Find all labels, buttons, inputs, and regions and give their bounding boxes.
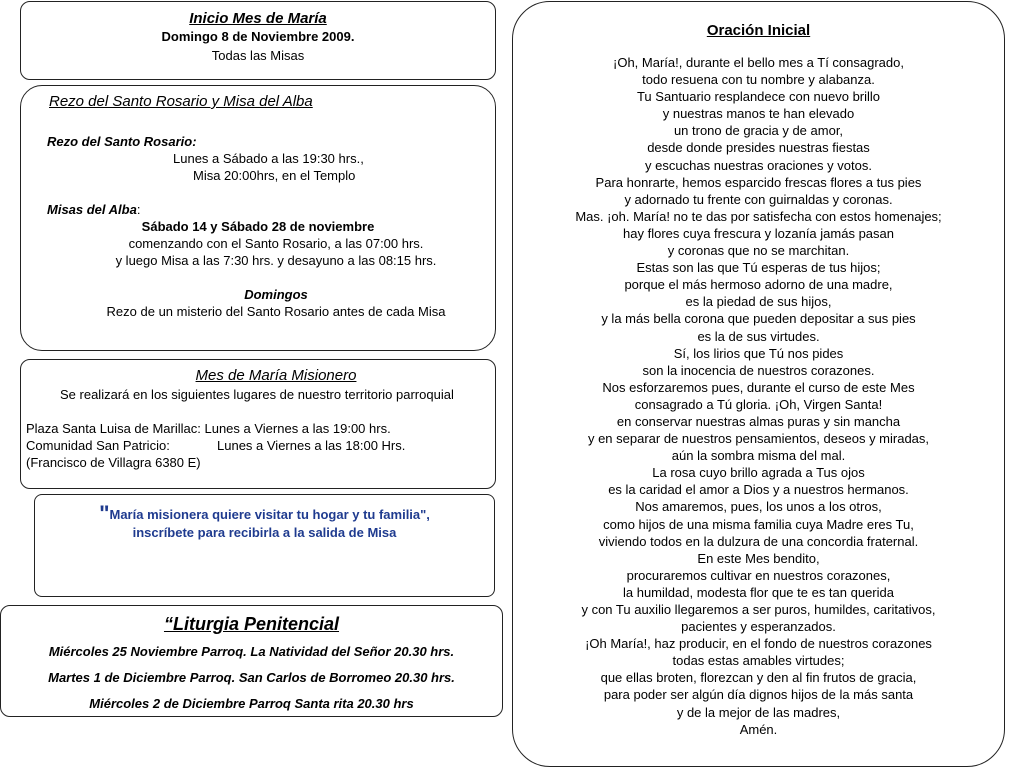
oracion-line: son la inocencia de nuestros corazones. bbox=[642, 362, 875, 378]
oracion-line: desde donde presides nuestras fiestas bbox=[647, 140, 870, 156]
oracion-line: y nuestras manos te han elevado bbox=[662, 106, 855, 122]
oracion-line: y en separar de nuestros pensamientos, deseos y miradas, bbox=[587, 431, 930, 447]
liturgia-row: Martes 1 de Diciembre Parroq. San Carlos de Borromeo 20.30 hrs. bbox=[48, 670, 455, 685]
alba-label-line bbox=[47, 201, 140, 218]
oracion-line: Nos amaremos, pues, los unos a los otros, bbox=[635, 499, 882, 515]
oracion-line: en conservar nuestras almas puras y sin mancha bbox=[616, 413, 901, 429]
rosario-line2: Misa 20:00hrs, en el Templo bbox=[193, 168, 356, 183]
oracion-line: Mas. ¡oh. María! no te das por satisfecha con estos homenajes; bbox=[575, 208, 942, 224]
misionero-place1: Plaza Santa Luisa de Marillac: Lunes a Viernes a las 19:00 hrs. bbox=[26, 421, 391, 436]
oracion-line: todas estas amables virtudes; bbox=[672, 653, 845, 669]
liturgia-title: “Liturgia Penitencial bbox=[163, 614, 340, 634]
oracion-line: procuraremos cultivar en nuestros corazones, bbox=[626, 567, 891, 583]
oracion-line: porque el más hermoso adorno de una madre, bbox=[624, 277, 893, 293]
liturgia-row: Miércoles 2 de Diciembre Parroq Santa rita 20.30 hrs bbox=[89, 696, 414, 711]
oracion-text bbox=[513, 54, 1004, 738]
alba-label: Misas del Alba bbox=[47, 202, 137, 217]
invitacion-line1: María misionera quiere visitar tu hogar y tu familia", bbox=[109, 507, 430, 522]
oracion-line: En este Mes bendito, bbox=[697, 550, 820, 566]
oracion-line: ¡Oh, María!, durante el bello mes a Tí consagrado, bbox=[613, 55, 904, 70]
oracion-line: Sí, los lirios que Tú nos pides bbox=[673, 345, 844, 361]
invitacion-open-quote: " bbox=[99, 501, 110, 526]
alba-dates: Sábado 14 y Sábado 28 de noviembre bbox=[141, 219, 375, 234]
oracion-line: para poder ser algún día dignos hijos de la más santa bbox=[603, 687, 914, 703]
inicio-title: Inicio Mes de María bbox=[189, 10, 327, 27]
oracion-line: un trono de gracia y de amor, bbox=[673, 123, 844, 139]
oracion-title: Oración Inicial bbox=[706, 22, 811, 39]
rosario-box bbox=[20, 85, 496, 351]
misionero-place2-name: Comunidad San Patricio: bbox=[26, 438, 170, 453]
oracion-box bbox=[512, 1, 1005, 767]
oracion-line: Estas son las que Tú esperas de tus hijos; bbox=[636, 260, 881, 276]
oracion-line: pacientes y esperanzados. bbox=[681, 619, 836, 635]
domingos-label: Domingos bbox=[244, 287, 308, 302]
oracion-line: La rosa cuyo brillo agrada a Tus ojos bbox=[652, 465, 865, 481]
invitacion-line2: inscríbete para recibirla a la salida de Misa bbox=[132, 525, 397, 540]
oracion-line: es la piedad de sus hijos, bbox=[685, 294, 832, 310]
oracion-line: y con Tu auxilio llegaremos a ser puros, humildes, caritativos, bbox=[581, 602, 936, 617]
oracion-line: es la de sus virtudes. bbox=[697, 328, 820, 344]
oracion-line: Nos esforzaremos pues, durante el curso de este Mes bbox=[602, 379, 915, 395]
alba-line1: comenzando con el Santo Rosario, a las 07:00 hrs. bbox=[128, 236, 424, 251]
oracion-line: Para honrarte, hemos esparcido frescas flores a tus pies bbox=[595, 174, 922, 190]
oracion-line: es la caridad el amor a Dios y a nuestros hermanos. bbox=[608, 482, 909, 498]
oracion-line: y de la mejor de las madres, bbox=[676, 704, 841, 720]
misionero-title: Mes de María Misionero bbox=[195, 367, 357, 384]
invitacion-line1-wrap bbox=[35, 501, 494, 526]
domingos-line: Rezo de un misterio del Santo Rosario antes de cada Misa bbox=[106, 304, 446, 319]
oracion-line: ¡Oh María!, haz producir, en el fondo de nuestros corazones bbox=[585, 636, 932, 652]
liturgia-row: Miércoles 25 Noviembre Parroq. La Natividad del Señor 20.30 hrs. bbox=[48, 644, 455, 659]
oracion-line: y la más bella corona que pueden depositar a sus pies bbox=[601, 311, 916, 327]
inicio-date: Domingo 8 de Noviembre 2009. bbox=[161, 29, 355, 44]
oracion-line: como hijos de una misma familia cuya Madre eres Tu, bbox=[603, 516, 914, 532]
alba-colon: : bbox=[136, 202, 141, 217]
oracion-line: y coronas que no se marchitan. bbox=[667, 243, 850, 259]
misionero-intro: Se realizará en los siguientes lugares de nuestro territorio parroquial bbox=[60, 387, 454, 402]
inicio-masses: Todas las Misas bbox=[211, 48, 305, 63]
oracion-line: consagrado a Tú gloria. ¡Oh, Virgen Santa! bbox=[634, 396, 883, 412]
oracion-line: Tu Santuario resplandece con nuevo brillo bbox=[636, 89, 881, 105]
oracion-line: la humildad, modesta flor que te es tan querida bbox=[622, 584, 894, 600]
oracion-line: y escuchas nuestras oraciones y votos. bbox=[645, 157, 872, 173]
invitacion-box bbox=[34, 494, 495, 597]
rosario-title: Rezo del Santo Rosario y Misa del Alba bbox=[49, 93, 313, 110]
oracion-line: hay flores cuya frescura y lozanía jamás pasan bbox=[623, 225, 894, 241]
oracion-line: aún la sombra misma del mal. bbox=[671, 448, 846, 464]
inicio-box bbox=[20, 1, 496, 80]
misionero-place2-address: (Francisco de Villagra 6380 E) bbox=[26, 455, 201, 470]
liturgia-box bbox=[0, 605, 503, 717]
misionero-place2-time: Lunes a Viernes a las 18:00 Hrs. bbox=[217, 438, 406, 453]
rosario-label: Rezo del Santo Rosario: bbox=[47, 134, 197, 149]
oracion-line: todo resuena con tu nombre y alabanza. bbox=[642, 72, 875, 88]
alba-line2: y luego Misa a las 7:30 hrs. y desayuno a las 08:15 hrs. bbox=[115, 253, 437, 268]
oracion-line: que ellas broten, florezcan y den al fin frutos de gracia, bbox=[600, 670, 917, 686]
rosario-line1: Lunes a Sábado a las 19:30 hrs., bbox=[173, 151, 364, 166]
oracion-line: Amén. bbox=[739, 721, 778, 737]
misionero-box bbox=[20, 359, 496, 489]
oracion-line: y adornado tu frente con guirnaldas y coronas. bbox=[624, 191, 893, 207]
oracion-line: viviendo todos en la dulzura de una concordia fraternal. bbox=[598, 533, 919, 549]
